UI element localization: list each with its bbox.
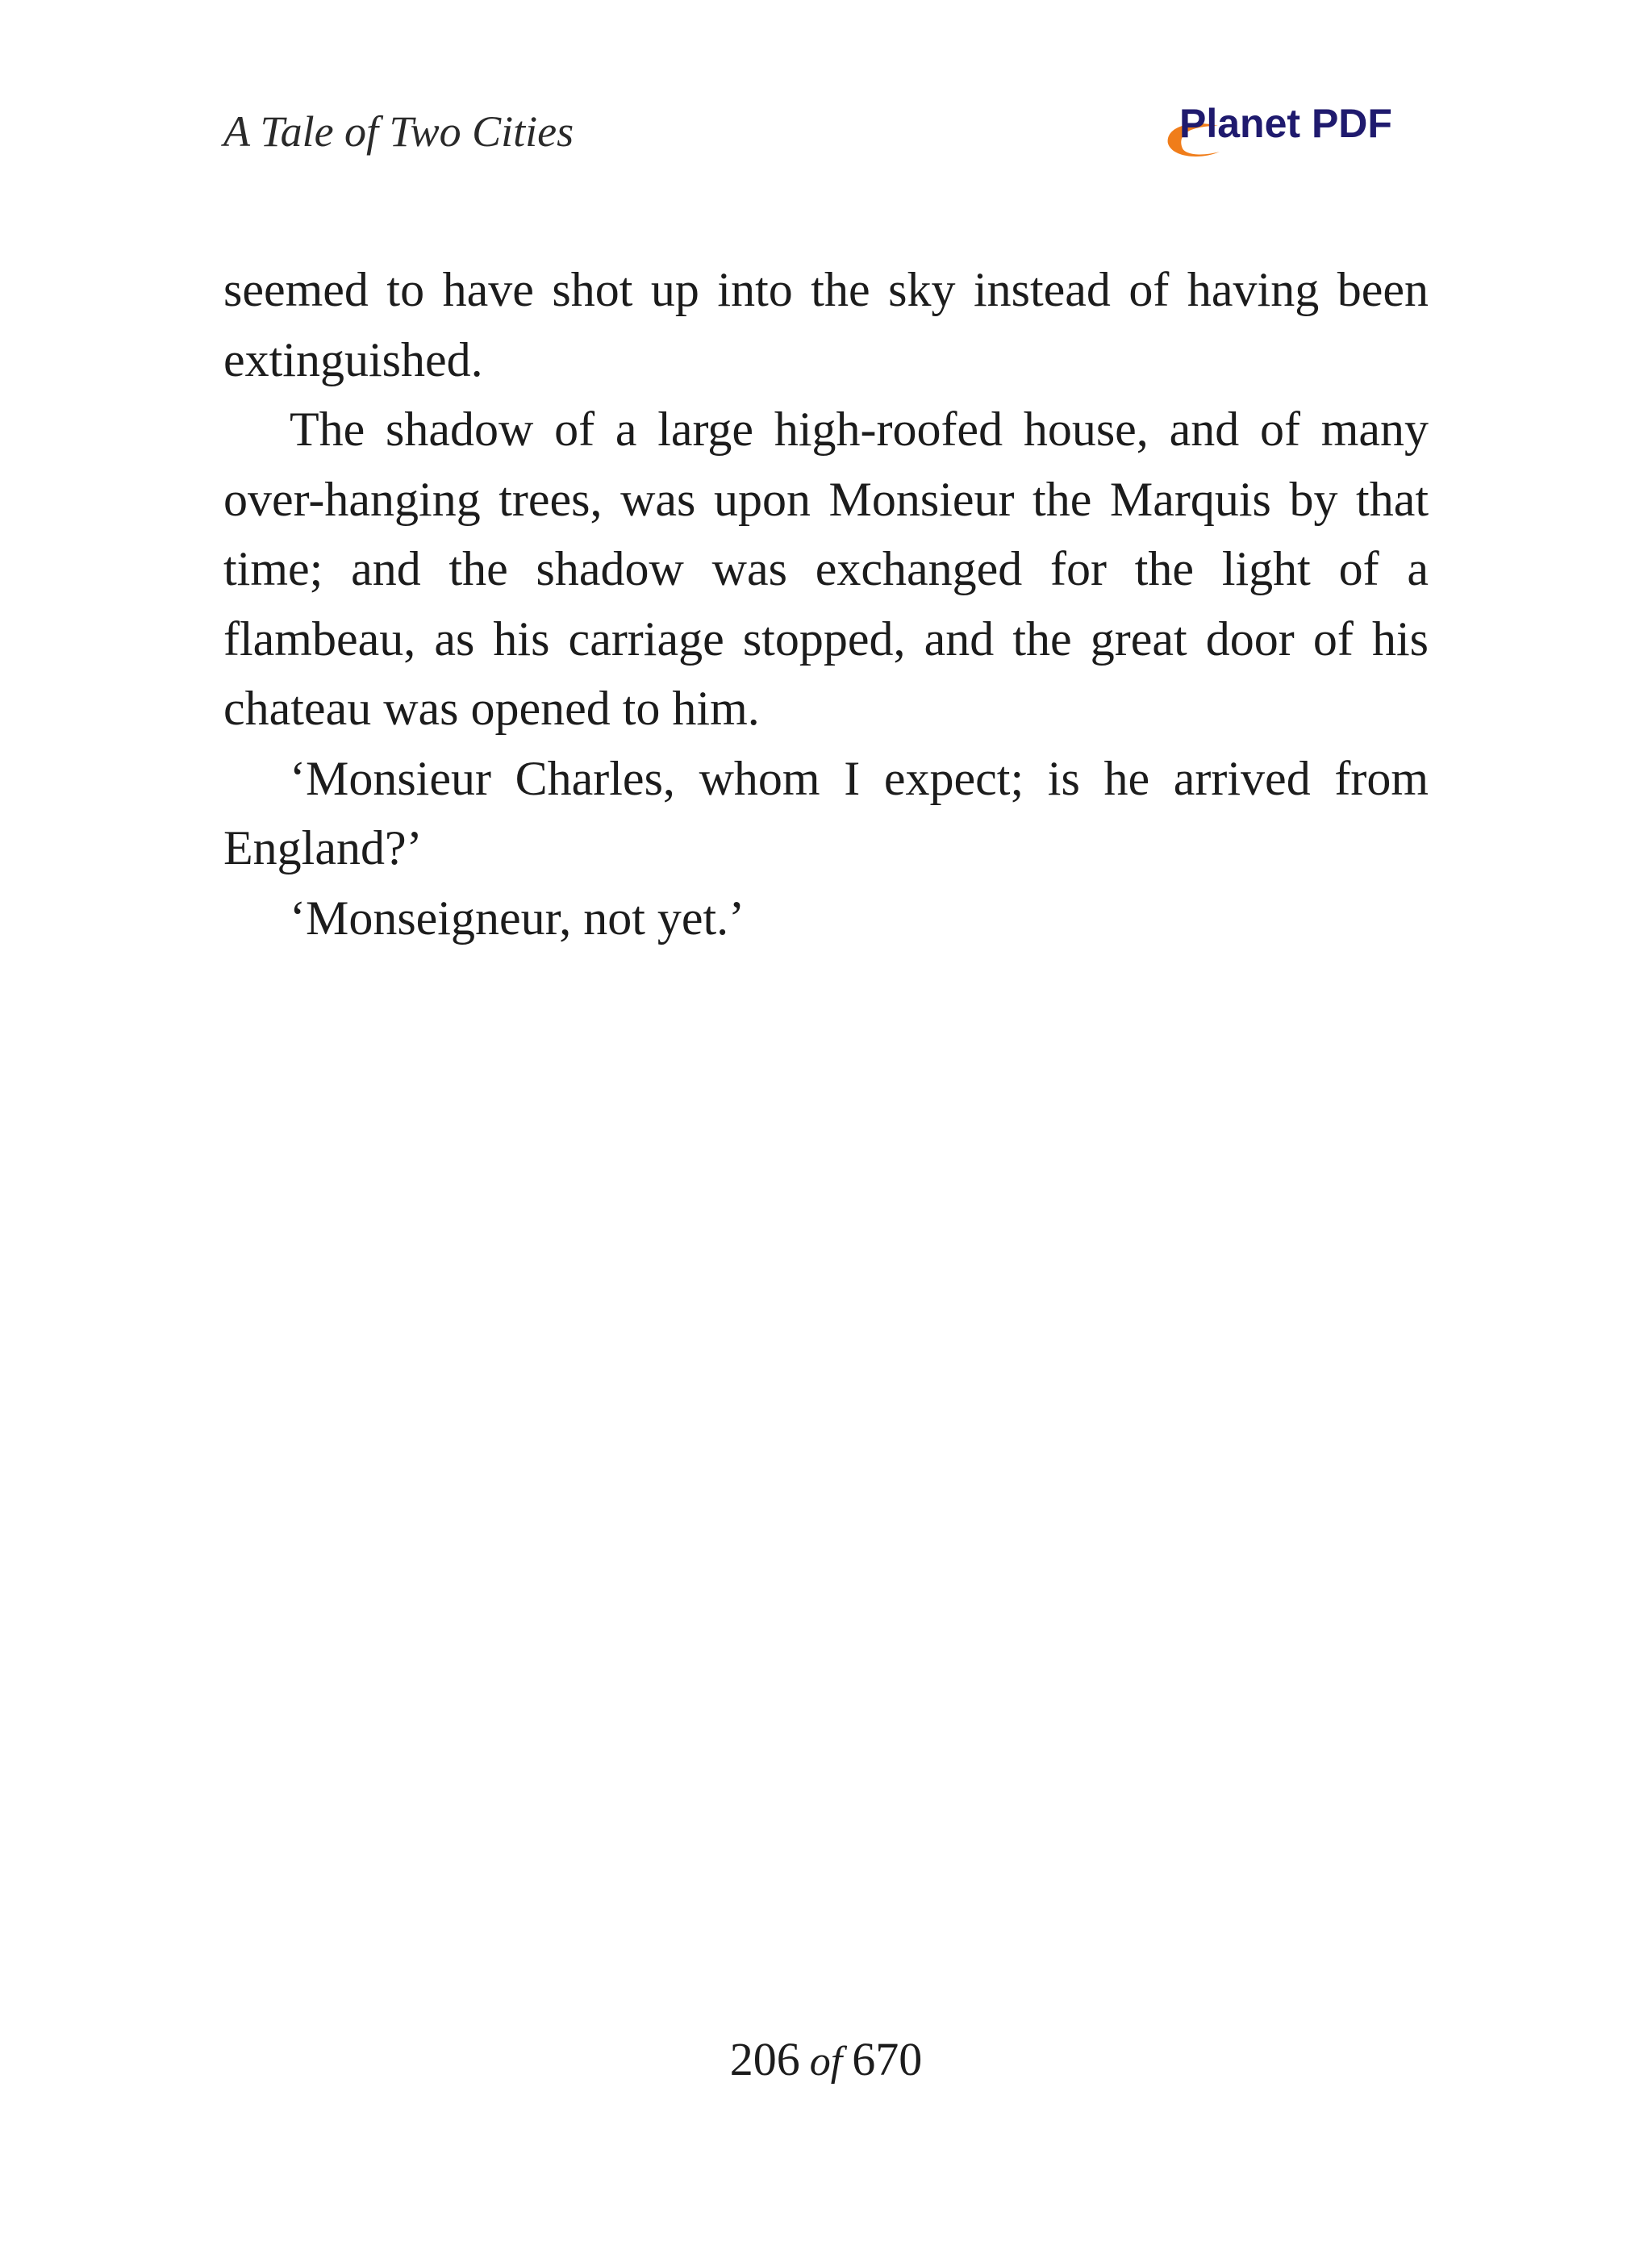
current-page: 206 [729, 2033, 800, 2085]
page-separator: of [809, 2039, 843, 2085]
total-pages: 670 [852, 2033, 923, 2085]
paragraph: ‘Monsieur Charles, whom I expect; is he arrived from England?’ [223, 751, 1429, 874]
body-text [223, 255, 1429, 953]
running-header-title: A Tale of Two Cities [223, 107, 574, 156]
svg-text:Planet PDF: Planet PDF [1179, 101, 1392, 146]
paragraph: ‘Monseigneur, not yet.’ [290, 891, 745, 945]
paragraph: seemed to have shot up into the sky instead of having been extinguished. [223, 263, 1429, 386]
page-number [0, 2031, 1652, 2090]
paragraph: The shadow of a large high-roofed house, and of many over-hanging trees, was upon Monsieur the Marquis by that time; and the shadow was exchanged for the light of a flambeau, as his carriage stopped, and the great door of his chateau was opened to him. [223, 403, 1429, 735]
planet-pdf-logo-icon [1162, 102, 1428, 166]
planet-pdf-logo [1162, 102, 1428, 166]
